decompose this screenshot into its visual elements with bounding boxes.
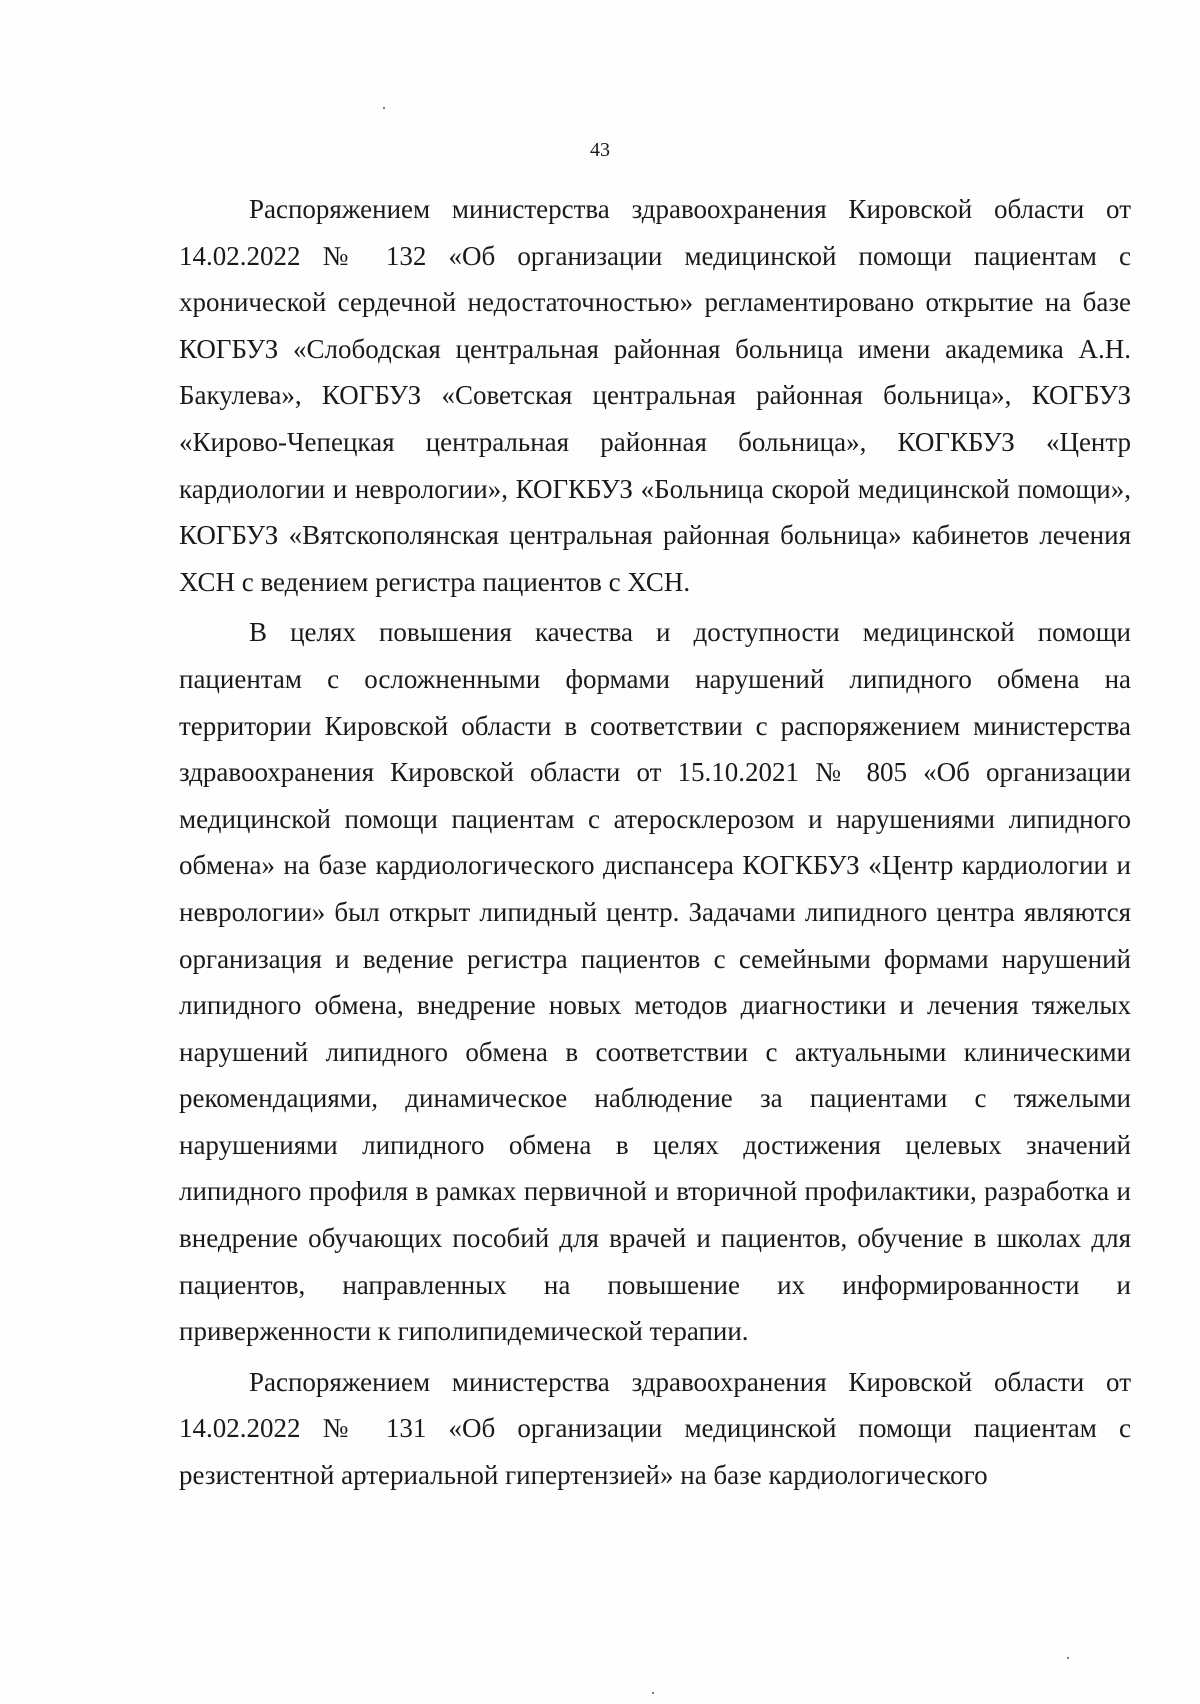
- page-number: 43: [590, 139, 610, 161]
- scan-speck: [1067, 1657, 1069, 1659]
- paragraph-lipid-center: В целях повышения качества и доступности медицинской помощи пациентам с осложненными формами нарушений липидного обмена на территории Кировской области в соответствии с распоряжением министерства здравоохранения Кировской области от 15.10.2021 № 805 «Об организации медицинской помощи пациентам с атеросклерозом и нарушениями липидного обмена» на базе кардиологического диспансера КОГКБУЗ «Центр кардиологии и неврологии» был открыт липидный центр. Задачами липидного центра являются организация и ведение регистра пациентов с семейными формами нарушений липидного обмена, внедрение новых методов диагностики и лечения тяжелых нарушений липидного обмена в соответствии с актуальными клиническими рекомендациями, динамическое наблюдение за пациентами с тяжелыми нарушениями липидного обмена в целях достижения целевых значений липидного профиля в рамках первичной и вторичной профилактики, разработка и внедрение обучающих пособий для врачей и пациентов, обучение в школах для пациентов, направленных на повышение их информированности и приверженности к гиполипидемической терапии.: [179, 617, 1131, 1347]
- document-body: [179, 186, 1131, 1499]
- scan-speck: [383, 107, 385, 109]
- paragraph-hsn-cabinets: Распоряжением министерства здравоохранения Кировской области от 14.02.2022 № 132 «Об организации медицинской помощи пациентам с хронической сердечной недостаточностью» регламентировано открытие на базе КОГБУЗ «Слободская центральная районная больница имени академика А.Н. Бакулева», КОГБУЗ «Советская центральная районная больница», КОГБУЗ «Кирово-Чепецкая центральная районная больница», КОГКБУЗ «Центр кардиологии и неврологии», КОГКБУЗ «Больница скорой медицинской помощи», КОГБУЗ «Вятскополянская центральная районная больница» кабинетов лечения ХСН с ведением регистра пациентов с ХСН.: [179, 194, 1131, 597]
- scan-speck: [652, 1692, 654, 1694]
- paragraph-hypertension: Распоряжением министерства здравоохранения Кировской области от 14.02.2022 № 131 «Об организации медицинской помощи пациентам с резистентной артериальной гипертензией» на базе кардиологического: [179, 1366, 1131, 1491]
